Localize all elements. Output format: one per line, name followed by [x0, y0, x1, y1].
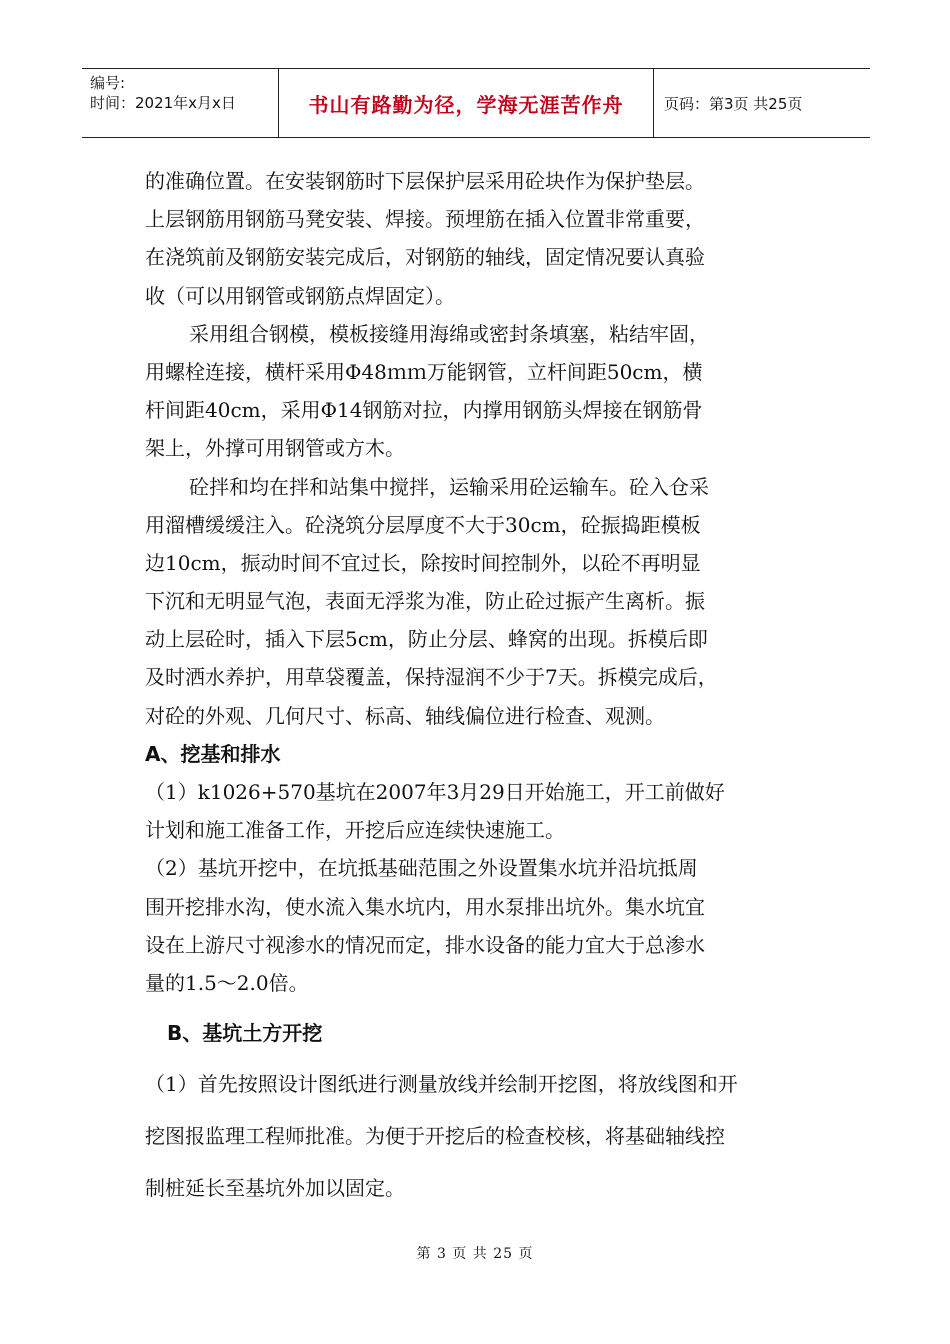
time-label: 时间：2021年x月x日: [90, 94, 236, 112]
text-line: 架上，外撑可用钢管或方木。: [145, 436, 405, 461]
slogan: 书山有路勤为径，学海无涯苦作舟: [308, 92, 624, 117]
text-line: 砼拌和均在拌和站集中搅拌，运输采用砼运输车。砼入仓采: [189, 474, 709, 499]
header-meta: [82, 69, 278, 137]
text-line: 下沉和无明显气泡，表面无浮浆为准，防止砼过振产生离析。振: [145, 589, 705, 614]
text-line: 杆间距40cm，采用Φ14钢筋对拉，内撑用钢筋头焊接在钢筋骨: [145, 398, 703, 423]
text-line: 量的1.5～2.0倍。: [145, 970, 309, 995]
text-line: 的准确位置。在安装钢筋时下层保护层采用砼块作为保护垫层。: [145, 169, 705, 193]
text-line: 设在上游尺寸视渗水的情况而定，排水设备的能力宜大于总渗水: [145, 932, 705, 957]
serial-number-label: 编号:: [90, 74, 126, 92]
text-line: 围开挖排水沟，使水流入集水坑内，用水泵排出坑外。集水坑宜: [145, 894, 705, 919]
text-line: （1）k1026+570基坑在2007年3月29日开始施工，开工前做好: [145, 780, 725, 804]
page-info-text: 页码：第3页 共25页: [664, 94, 803, 113]
text-line: 在浇筑前及钢筋安装完成后，对钢筋的轴线，固定情况要认真验: [145, 245, 705, 270]
text-line: 动上层砼时，插入下层5cm，防止分层、蜂窝的出现。拆模后即: [145, 627, 708, 652]
header-page-info: [654, 69, 870, 137]
page-footer: 第 3 页 共 25 页: [416, 1246, 534, 1262]
text-line: 上层钢筋用钢筋马凳安装、焊接。预埋筋在插入位置非常重要，: [145, 207, 705, 232]
text-line: 边10cm，振动时间不宜过长，除按时间控制外，以砼不再明显: [145, 550, 701, 575]
text-line: 挖图报监理工程师批准。为便于开挖后的检查校核，将基础轴线控: [145, 1124, 725, 1149]
section-heading-a: A、挖基和排水: [145, 741, 281, 766]
document-body: [145, 162, 805, 1214]
text-line: 采用组合钢模，模板接缝用海绵或密封条填塞，粘结牢固，: [189, 321, 709, 346]
text-line: 用溜槽缓缓注入。砼浇筑分层厚度不大于30cm，砼振捣距模板: [145, 512, 701, 537]
text-line: 收（可以用钢管或钢筋点焊固定）。: [145, 283, 455, 308]
text-line: （1）首先按照设计图纸进行测量放线并绘制开挖图，将放线图和开: [145, 1072, 738, 1097]
page-header: [82, 68, 870, 138]
text-line: 计划和施工准备工作，开挖后应连续快速施工。: [145, 818, 565, 843]
text-line: 及时洒水养护，用草袋覆盖，保持湿润不少于7天。拆模完成后，: [145, 665, 718, 690]
text-line: 用螺栓连接，横杆采用Φ48ｍｍ万能钢管，立杆间距50cm，横: [145, 359, 703, 384]
section-heading-b: B、基坑土方开挖: [167, 1021, 323, 1046]
text-line: 制桩延长至基坑外加以固定。: [145, 1176, 405, 1201]
text-line: 对砼的外观、几何尺寸、标高、轴线偏位进行检查、观测。: [145, 703, 665, 728]
text-line: （2）基坑开挖中，在坑抵基础范围之外设置集水坑并沿坑抵周: [145, 856, 698, 881]
header-slogan-cell: [278, 69, 654, 137]
